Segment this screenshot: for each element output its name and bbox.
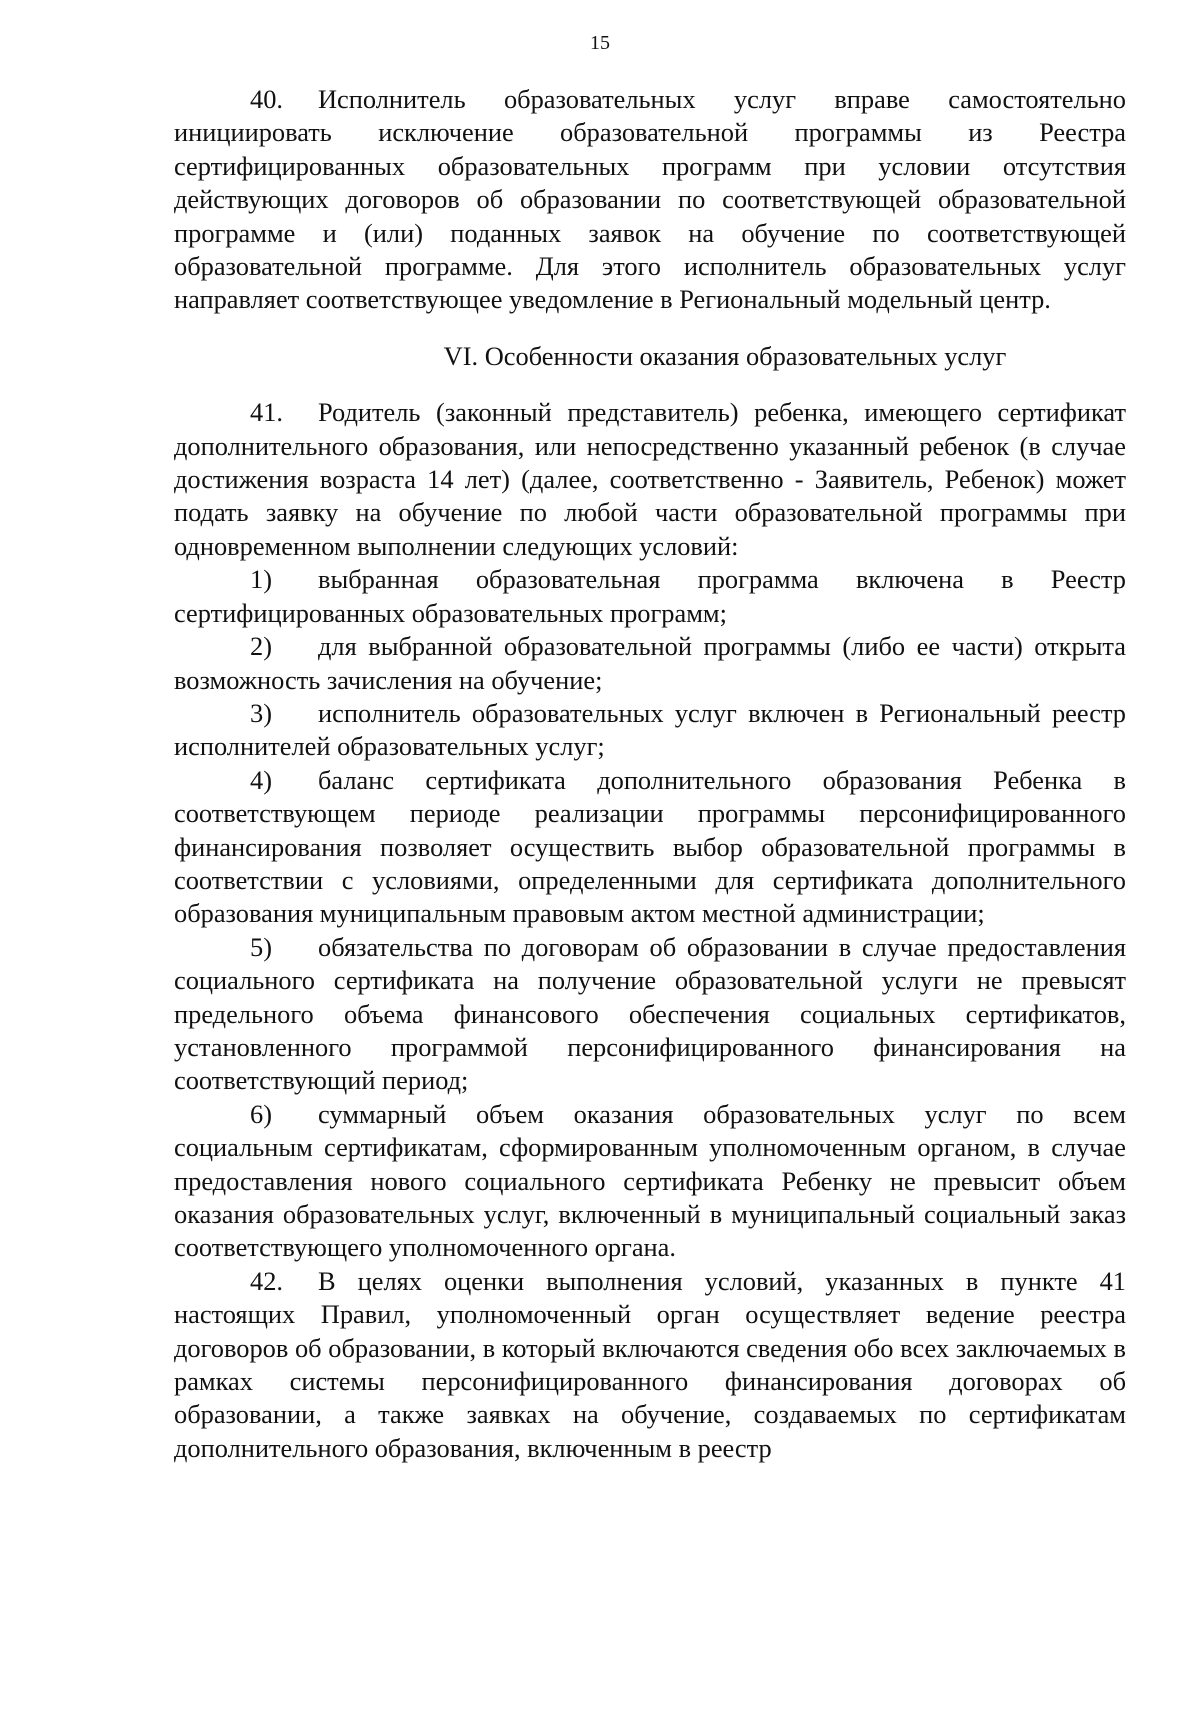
item-text: баланс сертификата дополнительного образования Ребенка в соответствующем периоде реализации программы персонифицированного финансирования позволяет осуществить выбор образовательной программы в соответствии с условиями, определенными для сертификата дополнительного образования муниципальным правовым актом местной администрации; [174, 764, 1126, 929]
paragraph-number: 40. [250, 84, 283, 114]
item-number: 1) [250, 564, 272, 595]
document-body [174, 83, 1126, 1465]
item-text: выбранная образовательная программа включена в Реестр сертифицированных образовательных программ; [174, 564, 1126, 628]
item-text: исполнитель образовательных услуг включен в Региональный реестр исполнителей образовательных услуг; [174, 697, 1126, 762]
item-text: обязательства по договорам об образовании в случае предоставления социального сертификата на получение образовательной услуги не превысят предельного объема финансового обеспечения социальных сертификатов, установленного программой персонифицированного финансирования на соответствующий период; [174, 931, 1126, 1096]
paragraph-number: 42. [250, 1265, 283, 1296]
item-text: суммарный объем оказания образовательных услуг по всем социальным сертификатам, сформированным уполномоченным органом, в случае предоставления нового социального сертификата Ребенку не превысит объем оказания образовательных услуг, включенный в муниципальный социальный заказ соответствующего уполномоченного органа. [174, 1098, 1126, 1263]
paragraph-41 [174, 396, 1126, 563]
paragraph-text: Родитель (законный представитель) ребенка, имеющего сертификат дополнительного образования, или непосредственно указанный ребенок (в случае достижения возраста 14 лет) (далее, соответственно - Заявитель, Ребенок) может подать заявку на обучение по любой части образовательной программы при одновременном выполнении следующих условий: [174, 397, 1126, 561]
condition-item-4 [174, 764, 1126, 931]
condition-item-5 [174, 931, 1126, 1098]
paragraph-number: 41. [250, 397, 283, 428]
condition-item-1 [174, 563, 1126, 630]
item-number: 6) [250, 1098, 272, 1129]
condition-item-2 [174, 630, 1126, 697]
item-number: 2) [250, 631, 272, 662]
item-text: для выбранной образовательной программы (либо ее части) открыта возможность зачисления на обучение; [174, 631, 1126, 695]
condition-item-3 [174, 697, 1126, 764]
paragraph-text: В целях оценки выполнения условий, указанных в пункте 41 настоящих Правил, уполномоченный орган осуществляет ведение реестра договоров об образовании, в который включаются сведения обо всех заключаемых в рамках системы персонифицированного финансирования договорах об образовании, а также заявках на обучение, создаваемых по сертификатам дополнительного образования, включенным в реестр [174, 1265, 1126, 1463]
item-number: 3) [250, 697, 272, 728]
paragraph-text: Исполнитель образовательных услуг вправе самостоятельно инициировать исключение образовательной программы из Реестра сертифицированных образовательных программ при условии отсутствия действующих договоров об образовании по соответствующей образовательной программе и (или) поданных заявок на обучение по соответствующей образовательной программе. Для этого исполнитель образовательных услуг направляет соответствующее уведомление в Региональный модельный центр. [174, 84, 1126, 315]
paragraph-42 [174, 1265, 1126, 1465]
item-number: 4) [250, 764, 272, 795]
page-number: 15 [590, 32, 610, 54]
section-heading: VI. Особенности оказания образовательных услуг [443, 340, 1007, 371]
item-number: 5) [250, 931, 272, 962]
paragraph-40 [174, 83, 1126, 317]
condition-item-6 [174, 1098, 1126, 1265]
